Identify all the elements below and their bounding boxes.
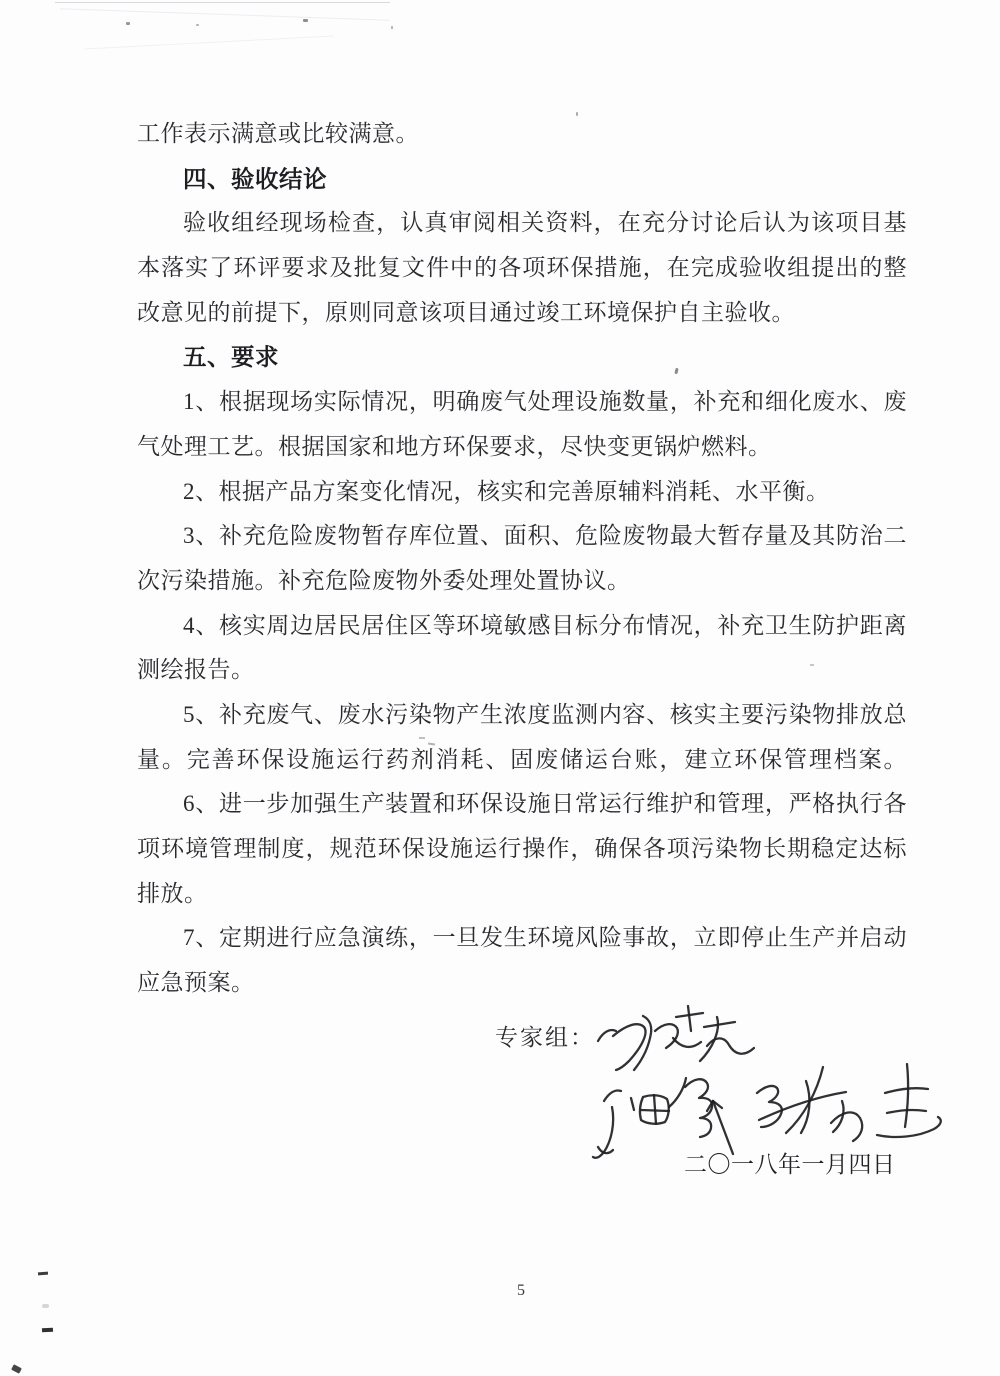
page-number: 5 <box>517 1282 525 1299</box>
signature-1 <box>598 1006 754 1070</box>
signature-3 <box>757 1064 941 1141</box>
expert-group-label: 专家组： <box>495 1025 595 1050</box>
text-line: 6、进一步加强生产装置和环保设施日常运行维护和管理，严格执行各 <box>183 791 907 817</box>
text-line: 验收组经现场检查，认真审阅相关资料，在充分讨论后认为该项目基 <box>183 210 907 236</box>
text-line: 应急预案。 <box>137 970 255 996</box>
text-line: 气处理工艺。根据国家和地方环保要求，尽快变更锅炉燃料。 <box>137 433 772 459</box>
scan-speck <box>391 26 393 29</box>
binding-mark <box>42 1328 53 1333</box>
text-line: 3、补充危险废物暂存库位置、面积、危险废物最大暂存量及其防治二 <box>183 523 907 549</box>
text-line: 本落实了环评要求及批复文件中的各项环保措施，在完成验收组提出的整 <box>137 255 907 281</box>
text-line: 1、根据现场实际情况，明确废气处理设施数量，补充和细化废水、废 <box>183 389 907 415</box>
document-date: 二〇一八年一月四日 <box>684 1152 896 1177</box>
text-line: 工作表示满意或比较满意。 <box>137 121 419 146</box>
text-line: 7、定期进行应急演练，一旦发生环境风险事故，立即停止生产并启动 <box>183 925 907 951</box>
document-body <box>137 112 907 1006</box>
binding-mark <box>42 1304 49 1308</box>
scan-corner-mark <box>11 1364 22 1374</box>
binding-mark <box>38 1272 48 1276</box>
scan-speck <box>126 22 130 25</box>
text-line: 排放。 <box>137 880 208 906</box>
scan-streak <box>84 35 334 49</box>
section-heading: 四、验收结论 <box>183 165 327 192</box>
scan-streak <box>60 8 390 21</box>
text-line: 次污染措施。补充危险废物外委处理处置协议。 <box>137 567 631 593</box>
scan-edge-line <box>55 2 390 3</box>
text-line: 2、根据产品方案变化情况，核实和完善原辅料消耗、水平衡。 <box>183 478 830 504</box>
text-line: 改意见的前提下，原则同意该项目通过竣工环境保护自主验收。 <box>137 299 795 325</box>
text-line: 4、核实周边居民居住区等环境敏感目标分布情况，补充卫生防护距离 <box>183 612 907 638</box>
text-line: 5、补充废气、废水污染物产生浓度监测内容、核实主要污染物排放总 <box>183 701 907 727</box>
section-heading: 五、要求 <box>183 344 279 371</box>
scan-speck <box>196 24 199 26</box>
scan-speck <box>303 19 308 22</box>
text-line: 项环境管理制度，规范环保设施运行操作，确保各项污染物长期稳定达标 <box>137 836 907 861</box>
text-line: 量。完善环保设施运行药剂消耗、固废储运台账，建立环保管理档案。 <box>137 746 907 772</box>
text-line: 测绘报告。 <box>137 657 255 683</box>
